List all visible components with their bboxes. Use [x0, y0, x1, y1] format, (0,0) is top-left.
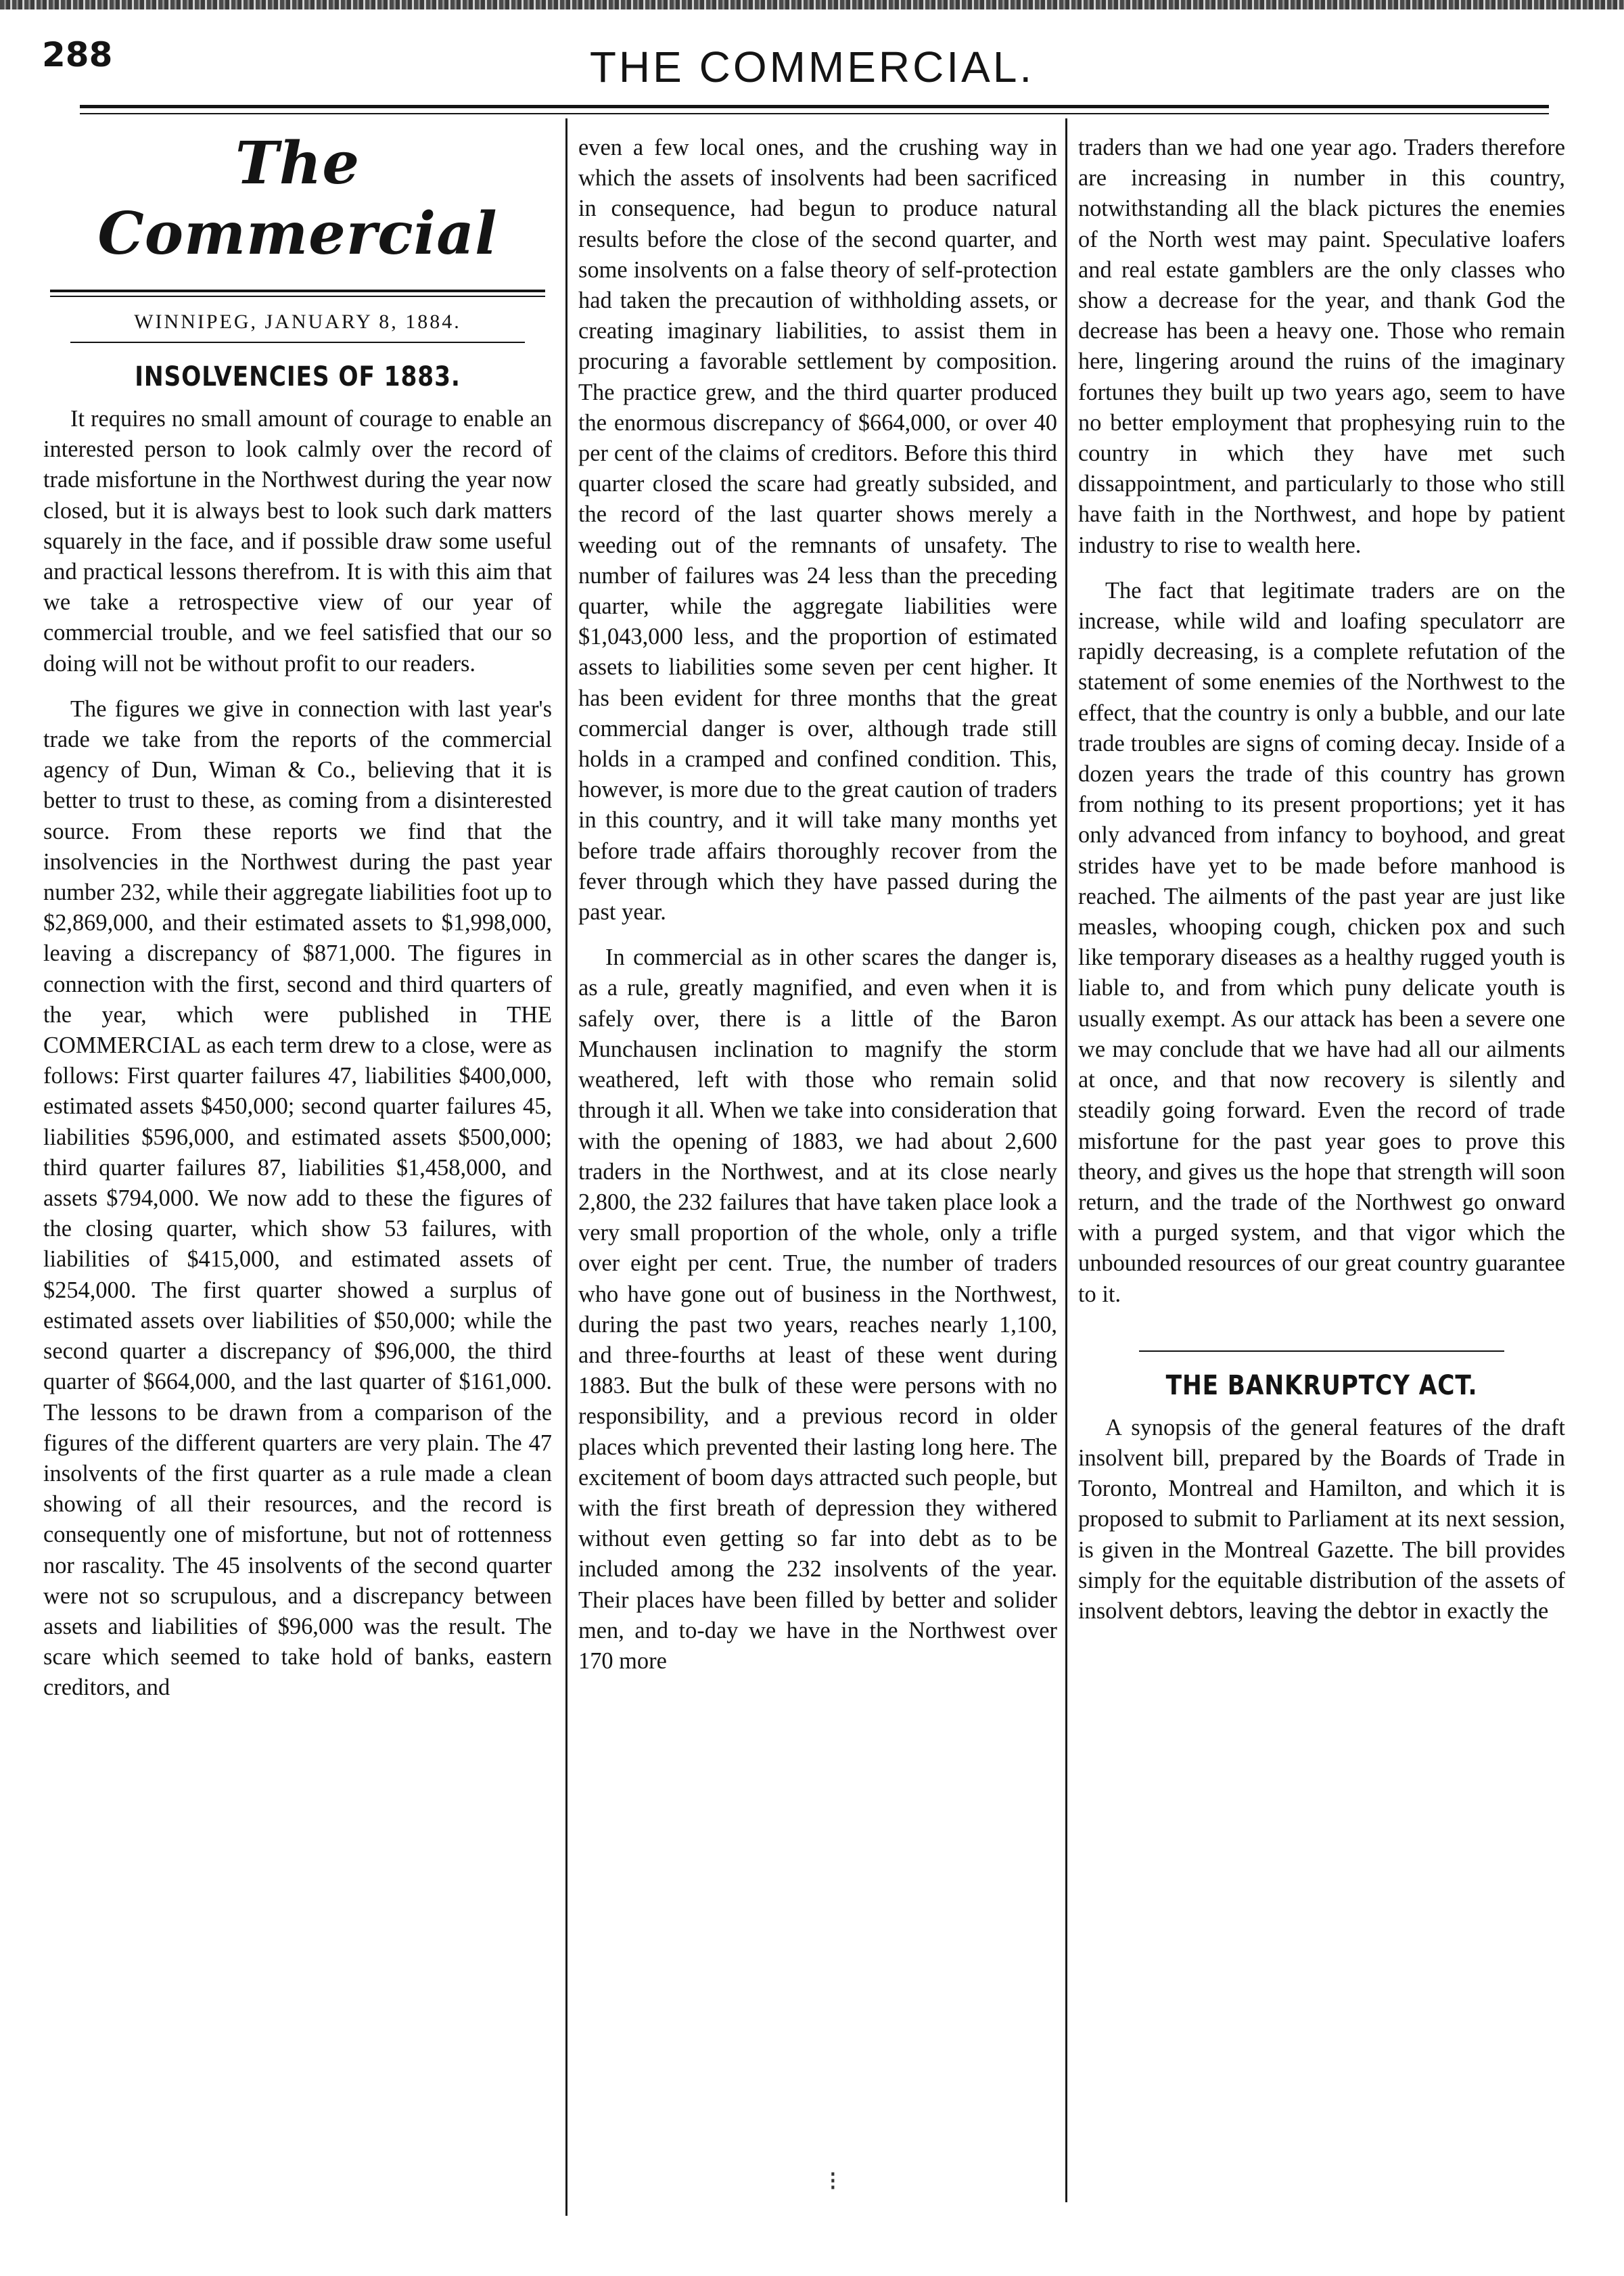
section-rule [1139, 1350, 1504, 1352]
ink-mark: ⁝ [829, 2166, 837, 2196]
article-paragraph: even a few local ones, and the crushing way in which the assets of insolvents had been sacrificed in consequence, had begun to produce natural results before the close of the second quarter, and some insolvents on a false theory of self-protection had taken the precaution of withholding assets, or creating imaginary liabilities, to assist them in procuring a favorable settlement by composition. The practice grew, and the third quarter produced the enormous discrepancy of $664,000, or over 40 per cent of the claims of creditors. Before this third quarter closed the scare had greatly subsided, and the record of the last quarter shows merely a weeding out of the remnants of unsafety. The number of failures was 24 less than the preceding quarter, while the aggregate liabilities were $1,043,000 less, and the proportion of estimated assets to liabilities some seven per cent higher. It has been evident for three months that the great commercial danger is over, although trade still holds in a cramped and confined condition. This, however, is more due to the great caution of traders in this country, and it will take many months yet before trade affairs thoroughly recover from the fever through which they have passed during the past year. [578, 135, 1057, 926]
scan-edge [0, 0, 1624, 9]
masthead-rule [50, 290, 545, 292]
article-paragraph: The fact that legitimate traders are on the increase, while wild and loafing speculatorr are rapidly decreasing, is a complete refutation of the statement of some enemies of the Northwest to the effect, that the country is only a bubble, and our late trade troubles are signs of coming decay. Inside of a dozen years the trade of this country has grown from nothing to its present proportions; yet it has only advanced from infancy to boyhood, and great strides have yet to be made before manhood is reached. The ailments of the past year are just like measles, whooping cough, chicken pox and such like temporary diseases as a healthy rugged youth is liable to, and from which puny delicate youth is usually exempt. As our attack has been a severe one we may conclude that we have had all our ailments at once, and that now recovery is silently and steadily going forward. Even the record of trade misfortune for the past year goes to prove this theory, and gives us the hope that strength will soon return, and the trade of the Northwest go onward with a purged system, and that vigor which the unbounded resources of our great country guarantee to it. [1078, 577, 1565, 1307]
article-paragraph: traders than we had one year ago. Traders therefore are increasing in number in this country, notwithstanding all the black pictures the enemies of the North west may paint. Speculative loafers and real estate gamblers are the only classes who show a decrease for the year, and thank God the decrease has been a heavy one. Those who remain here, lingering around the ruins of the imaginary fortunes they built up two years ago, seem to have no better employment that prophesying ruin to the country in which they have met such dissappointment, and particularly to those who still have faith in the Northwest, and hope by patient industry to rise to wealth here. [1078, 135, 1565, 558]
masthead: The Commercial [97, 129, 498, 268]
running-head: THE COMMERCIAL. [589, 43, 1035, 91]
column-3 [1078, 133, 1565, 1626]
article-paragraph: The figures we give in connection with last year's trade we take from the reports of the commercial agency of Dun, Wiman & Co., believing that it is better to trust to these, as coming from a disinterested source. From these reports we find that the insolvencies in the Northwest during the past year number 232, while their aggregate liabilities foot up to $2,869,000, and their estimated assets to $1,998,000, leaving a discrepancy of $871,000. The figures in connection with the first, second and third quarters of the year, which were published in THE COMMERCIAL as each term drew to a close, were as follows: First quarter failures 47, liabilities $400,000, estimated assets $450,000; second quarter failures 45, liabilities $596,000, and estimated assets $500,000; third quarter failures 87, liabilities $1,458,000, and assets $794,000. We now add to these the figures of the closing quarter, which show 53 failures, with liabilities of $415,000, and estimated assets of $254,000. The first quarter showed a surplus of estimated assets over liabilities of $50,000; while the second quarter a discrepancy of $96,000, the third quarter of $664,000, and the last quarter of $161,000. The lessons to be drawn from a comparison of the figures of the different quarters are very plain. The 47 insolvents of the first quarter as a rule made a clean showing of all their resources, and the record is consequently one of misfortune, but not of rottenness nor rascality. The 45 insolvents of the second quarter were not so scrupulous, and a discrepancy between assets and liabilities of $96,000 was the result. The scare which seemed to take hold of banks, eastern creditors, and [43, 696, 552, 1701]
article-paragraph: A synopsis of the general features of the draft insolvent bill, prepared by the Boards of Trade in Toronto, Montreal and Hamilton, and which it is proposed to submit to Parliament at its next session, is given in the Montreal Gazette. The bill provides simply for the equitable distribution of the assets of insolvent debtors, leaving the debtor in exactly the [1078, 1414, 1565, 1624]
header-rule-thin [80, 113, 1549, 114]
column-1 [43, 129, 552, 1704]
page-number: 288 [42, 35, 113, 74]
article-heading: THE BANKRUPTCY ACT. [1165, 1369, 1478, 1401]
article-heading: INSOLVENCIES OF 1883. [135, 361, 461, 392]
column-2 [578, 133, 1057, 1677]
column-divider [1065, 118, 1067, 2202]
header-rule [80, 105, 1549, 108]
dateline: WINNIPEG, JANUARY 8, 1884. [134, 311, 461, 333]
column-divider [565, 118, 567, 2216]
dateline-rule [70, 342, 525, 343]
article-paragraph: In commercial as in other scares the danger is, as a rule, greatly magnified, and even when it is safely over, there is a little of the Baron Munchausen inclination to magnify the storm weathered, left with those who remain solid through it all. When we take into consideration that with the opening of 1883, we had about 2,600 traders in the Northwest, and at its close nearly 2,800, the 232 failures that have taken place look a very small proportion of the whole, only a trifle over eight per cent. True, the number of traders who have gone out of business in the Northwest, during the past two years, reaches nearly 1,100, and three-fourths at least of these went during 1883. But the bulk of these were persons with no responsibility, and a previous record in older places which prevented their lasting long here. The excitement of boom days attracted such people, but with the first breath of depression they withered without even getting so far into debt as to be included among the 232 insolvents of the year. Their places have been filled by better and solider men, and to-day we have in the Northwest over 170 more [578, 944, 1057, 1674]
masthead-rule-thin [50, 296, 545, 297]
article-paragraph: It requires no small amount of courage to enable an interested person to look calmly over the record of trade misfortune in the Northwest during the year now closed, but it is always best to look such dark matters squarely in the face, and if possible draw some useful and practical lessons therefrom. It is with this aim that we take a retrospective view of our year of commercial trouble, and we feel satisfied that our so doing will not be without profit to our readers. [43, 406, 552, 677]
